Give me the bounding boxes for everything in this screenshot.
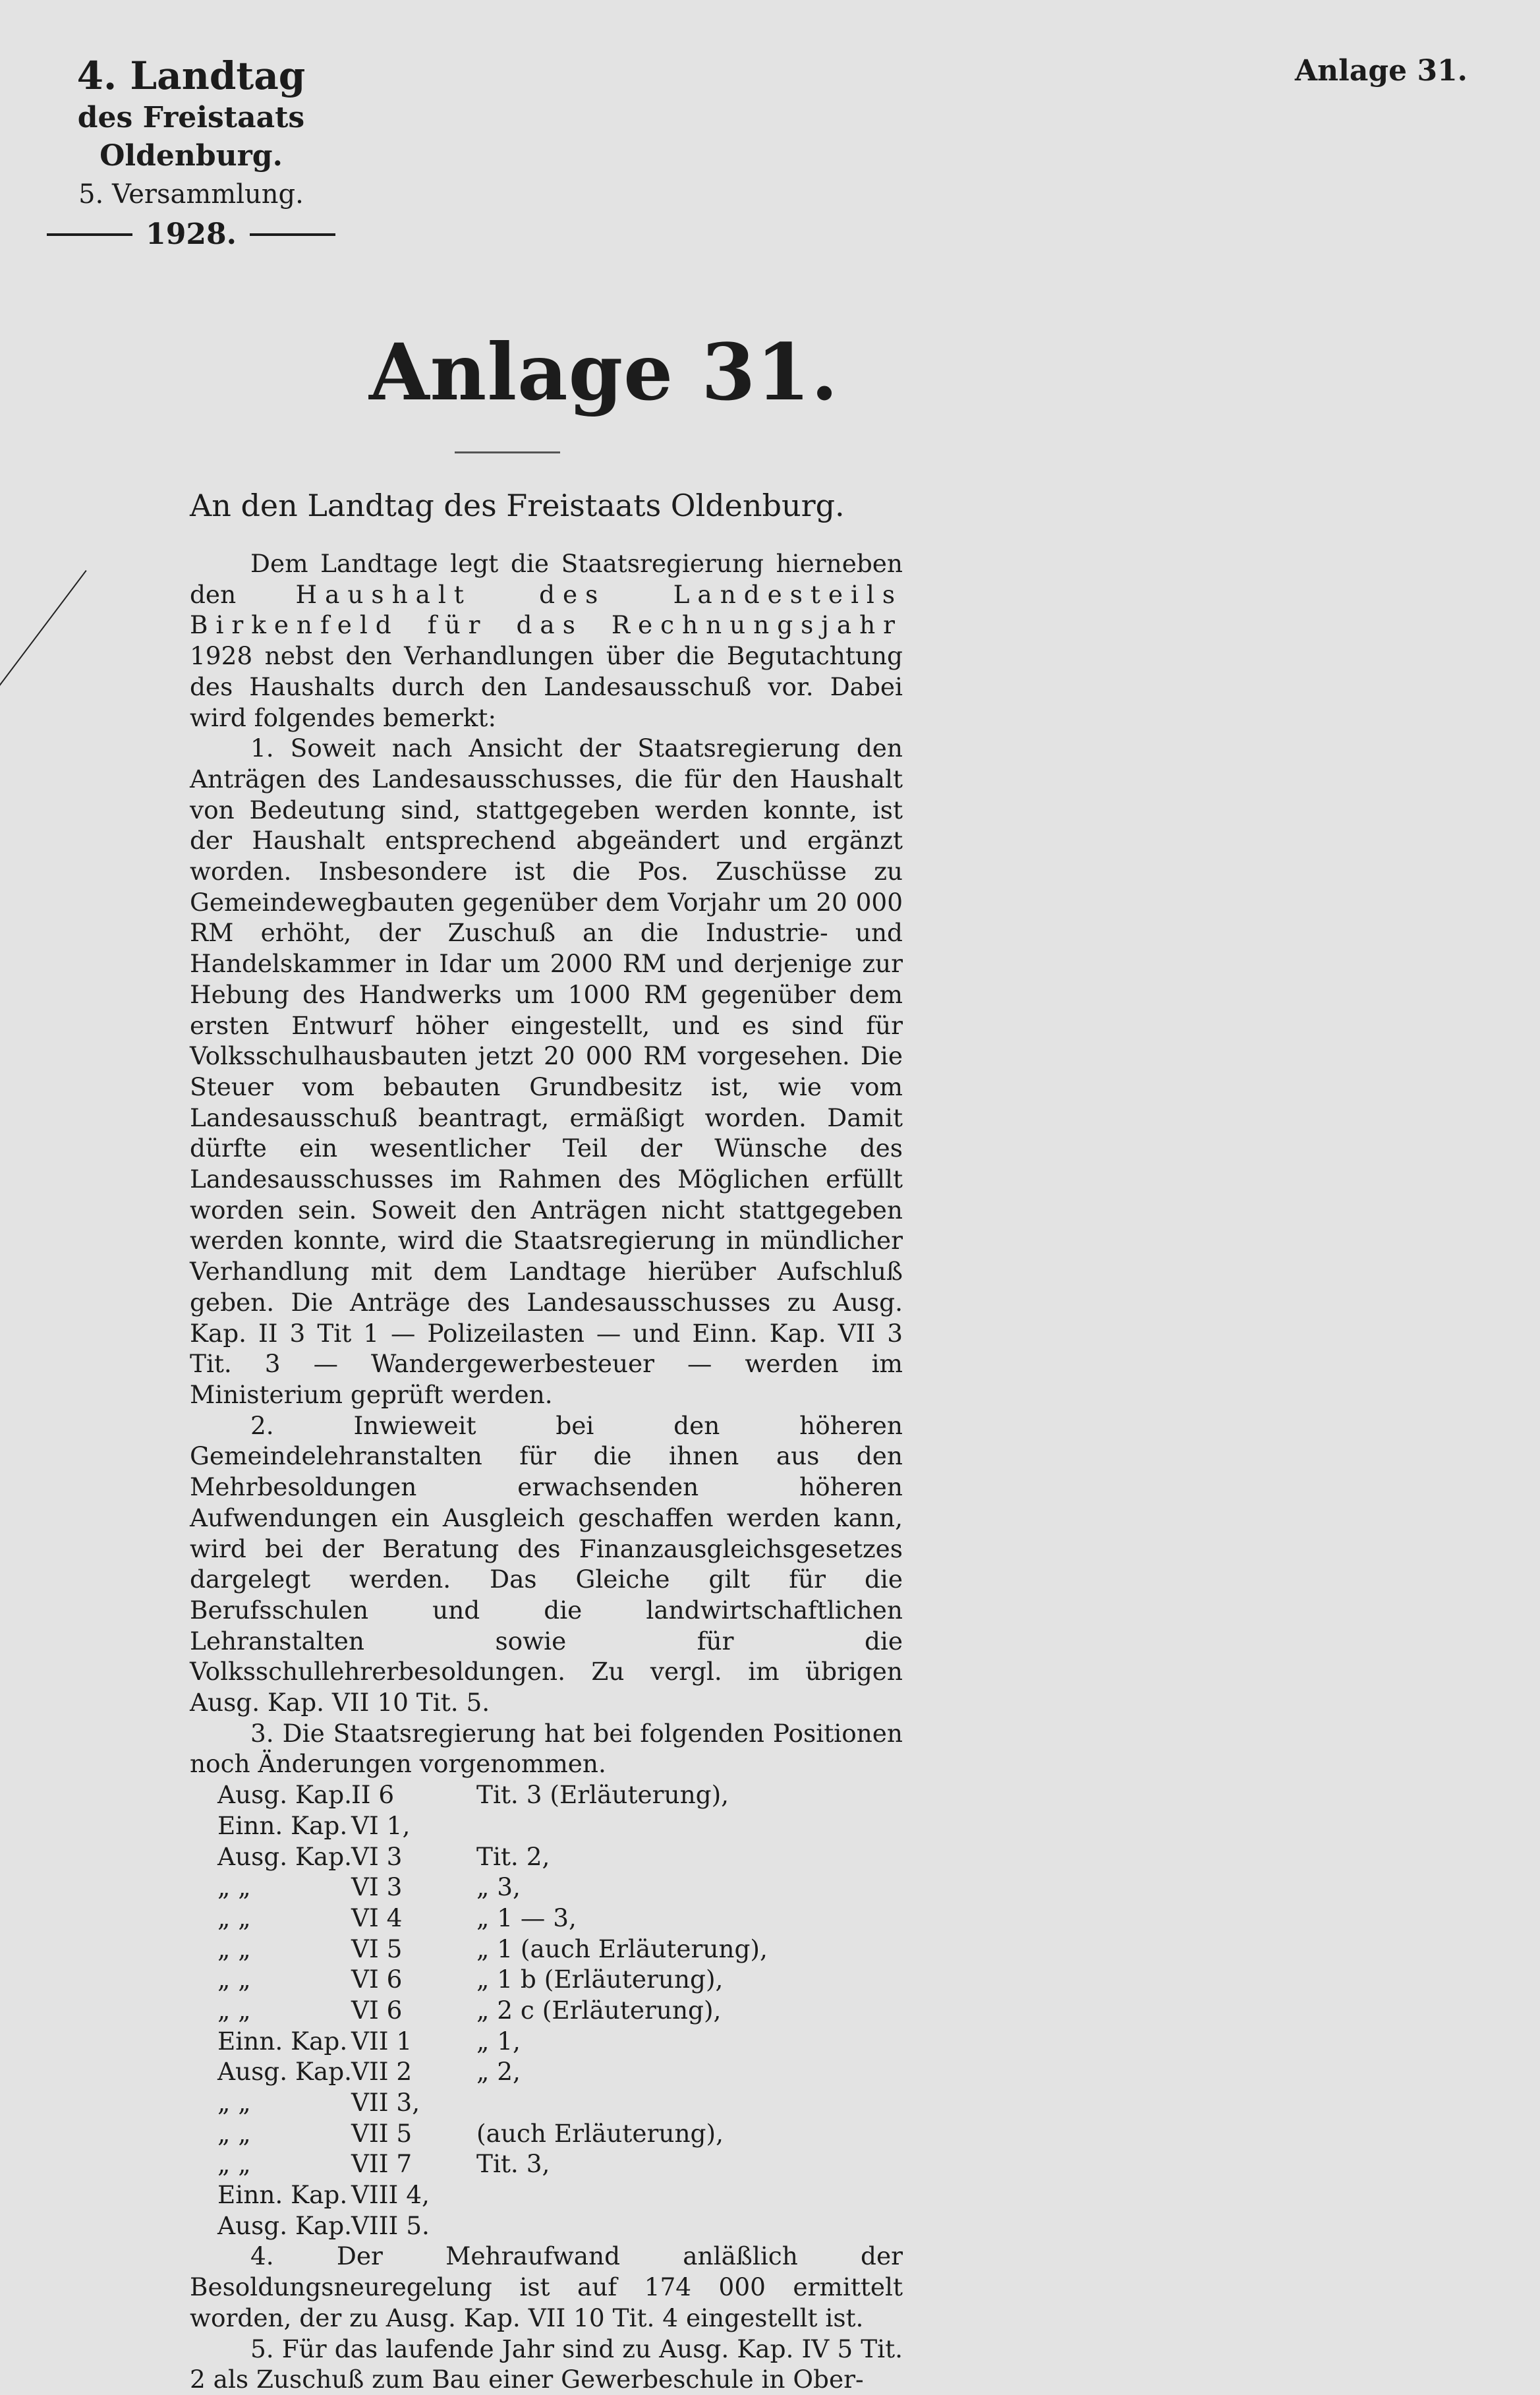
- list-item: Einn. Kap. VIII 4,: [217, 2180, 430, 2210]
- intro-text-1: Dem Landtage legt die Staatsregierung hierneben den: [190, 549, 903, 609]
- margin-pen-stroke: [0, 570, 87, 729]
- paragraph-2: 2. Inwieweit bei den höheren Gemeindelehranstalten für die ihnen aus den Mehrbesoldungen erwachsenden höheren Aufwendungen ein Ausgleich geschaffen werden kann, wird bei der Beratung des Finanzausgleichsgesetzes dargelegt werden. Das Gleiche gilt für die Berufsschulen und die landwirtschaftlichen Lehranstalten sowie für die Volksschullehrerbesoldungen. Zu vergl. im übrigen Ausg. Kap. VII 10 Tit. 5.: [190, 1410, 903, 1717]
- header-assembly: 5. Versammlung.: [78, 179, 304, 210]
- paragraph-1: 1. Soweit nach Ansicht der Staatsregierung den Anträgen des Landesausschusses, die für den Haushalt von Bedeutung sind, stattgegeben werden konnte, ist der Haushalt entsprechend abgeändert und ergänzt worden. Insbesondere ist die Pos. Zuschüsse zu Gemeindewegbauten gegenüber dem Vorjahr um 20 000 RM erhöht, der Zuschuß an die Industrie- und Handelskammer in Idar um 2000 RM und derjenige zur Hebung des Handwerks um 1000 RM gegenüber dem ersten Entwurf höher eingestellt, und es sind für Volksschulhausbauten jetzt 20 000 RM vorgesehen. Die Steuer vom bebauten Grundbesitz ist, wie vom Landesausschuß beantragt, ermäßigt worden. Damit dürfte ein wesentlicher Teil der Wünsche des Landesausschusses im Rahmen des Möglichen erfüllt worden sein. Soweit den Anträgen nicht stattgegeben werden konnte, wird die Staatsregierung in mündlicher Verhandlung mit dem Landtage hierüber Aufschluß geben. Die Anträge des Landesausschusses zu Ausg. Kap. II 3 Tit 1 — Polizeilasten — und Einn. Kap. VII 3 Tit. 3 — Wandergewerbesteuer — werden im Ministerium geprüft werden.: [190, 734, 903, 1409]
- list-item: „ „ VI 3 „ 3,: [217, 1872, 521, 1902]
- page-title: Anlage 31.: [369, 326, 839, 418]
- header-year: 1928.: [146, 217, 237, 251]
- intro-paragraph: [190, 548, 903, 733]
- address-line: An den Landtag des Freistaats Oldenburg.: [190, 488, 845, 523]
- rule-right: [250, 233, 335, 236]
- list-item: „ „ VI 4 „ 1 — 3,: [217, 1903, 577, 1932]
- list-item: „ „ VII 7 Tit. 3,: [217, 2149, 550, 2179]
- list-item: „ „ VI 5 „ 1 (auch Erläuterung),: [217, 1934, 768, 1963]
- list-item: „ „ VI 6 „ 2 c (Erläuterung),: [217, 1995, 722, 2025]
- list-item: Ausg. Kap. VIII 5.: [217, 2210, 430, 2240]
- intro-spaced-text: Haushalt des Landesteils Birkenfeld für das Rechnungsjahr: [190, 579, 903, 640]
- header-landtag: 4. Landtag: [76, 53, 306, 98]
- list-item: „ „ VI 6 „ 1 b (Erläuterung),: [217, 1965, 724, 1994]
- list-item: Ausg. Kap. VII 2 „ 2,: [217, 2057, 521, 2087]
- paragraph-3: 3. Die Staatsregierung hat bei folgenden Positionen noch Änderungen vorgenommen.: [190, 1718, 903, 1779]
- header-year-line: [46, 214, 336, 256]
- rule-left: [47, 233, 132, 236]
- session-header: [46, 53, 336, 256]
- paragraph-5: 5. Für das laufende Jahr sind zu Ausg. Kap. IV 5 Tit. 2 als Zuschuß zum Bau einer Gewerbeschule in Ober-: [190, 2334, 903, 2394]
- header-attachment-number: Anlage 31.: [1295, 54, 1468, 88]
- document-body: [190, 548, 903, 2395]
- paragraph-4: 4. Der Mehraufwand anläßlich der Besoldungsneuregelung ist auf 174 000 ermittelt worden, der zu Ausg. Kap. VII 10 Tit. 4 eingestellt ist.: [190, 2241, 903, 2332]
- list-item: „ „ VII 3,: [217, 2088, 420, 2117]
- list-item: Ausg. Kap. VI 3 Tit. 2,: [217, 1841, 550, 1871]
- title-divider: [455, 451, 560, 453]
- header-state: des Freistaats Oldenburg.: [77, 101, 305, 173]
- list-item: Ausg. Kap. II 6 Tit. 3 (Erläuterung),: [217, 1780, 729, 1810]
- list-item: Einn. Kap. VI 1,: [217, 1810, 411, 1840]
- list-item: Einn. Kap. VII 1 „ 1,: [217, 2026, 521, 2056]
- position-list: [190, 1779, 903, 2241]
- list-item: „ „ VII 5 (auch Erläuterung),: [217, 2118, 724, 2148]
- intro-text-2: 1928 nebst den Verhandlungen über die Begutachtung des Haushalts durch den Landesausschuß vor. Dabei wird folgendes bemerkt:: [190, 641, 903, 732]
